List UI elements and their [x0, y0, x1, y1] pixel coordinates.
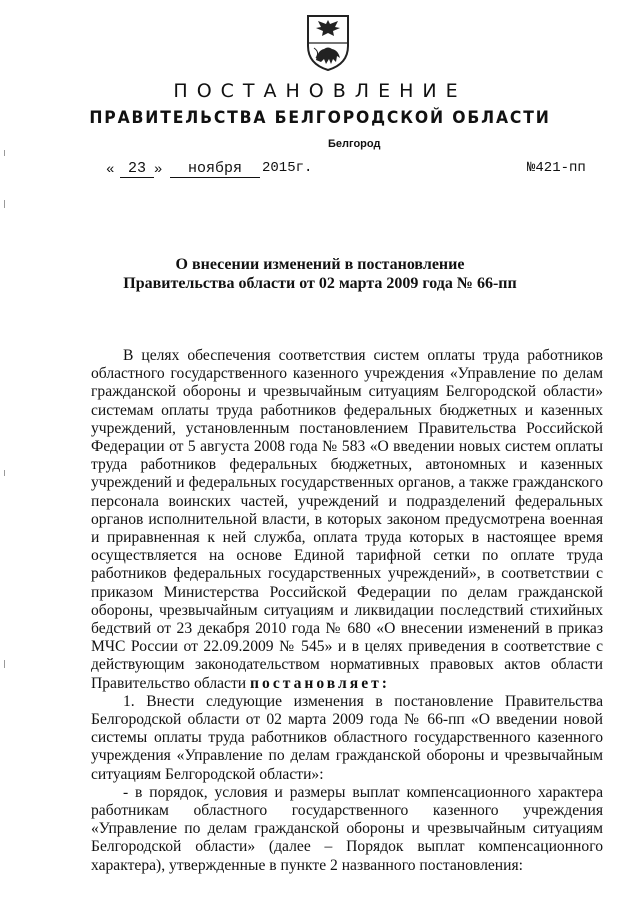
preamble-text: В целях обеспечения соответствия систем оплаты труда работников областного государственного казенного учреждения «Управление по делам гражданской обороны и чрезвычайным ситуациям Белгородской области» системам оплаты труда работников федеральных бюджетных и казенных учреждений, установленным постановлением Правительства Российской Федерации от 5 августа 2008 года № 583 «О введении новых систем оплаты труда работников федеральных бюджетных, автономных и казенных учреждений и федеральных государственных органов, а также гражданского персонала воинских частей, учреждений и подразделений федеральных органов исполнительной власти, в которых законом предусмотрена военная и приравненная к ней служба, оплата труда которых в настоящее время осуществляется на основе Единой тарифной сетки по оплате труда работников федеральных государственных учреждений», в соответствии с приказом Министерства Российской Федерации по делам гражданской обороны, чрезвычайным ситуациям и ликвидации последствий стихийных бедствий от 23 декабря 2010 года № 680 «О внесении изменений в приказ МЧС России от 22.09.2009 № 545» и в целях приведения в соответствие с действующим законодательством нормативных правовых актов области Правительство области — [91, 347, 603, 692]
belgorod-coat-of-arms-icon — [304, 12, 352, 72]
issuing-authority: ПРАВИТЕЛЬСТВА БЕЛГОРОДСКОЙ ОБЛАСТИ — [89, 108, 551, 128]
scan-mark — [4, 660, 5, 668]
preamble-paragraph — [91, 347, 603, 693]
scan-mark — [4, 200, 5, 208]
document-heading — [0, 255, 640, 293]
clause-1-paragraph: 1. Внести следующие изменения в постановление Правительства Белгородской области от 02 марта 2009 года № 66-пп «О введении новой системы оплаты труда работников областного государственного казенного учреждения «Управление по делам гражданской обороны и чрезвычайным ситуациям Белгородской области»: — [91, 692, 603, 783]
scan-mark — [4, 470, 5, 476]
date-close-quote: » — [154, 162, 163, 178]
document-type-title: ПОСТАНОВЛЕНИЕ — [173, 80, 467, 102]
document-number: №421-пп — [527, 160, 586, 176]
heading-line-1: О внесении изменений в постановление — [175, 256, 465, 273]
clause-1-item-paragraph: - в порядок, условия и размеры выплат компенсационного характера работникам областного государственного казенного учреждения «Управление по делам гражданской обороны и чрезвычайным ситуациям Белгородской области» (далее – Порядок выплат компенсационного характера), утвержденные в пункте 2 названного постановления: — [91, 783, 603, 874]
heading-line-2: Правительства области от 02 марта 2009 года № 66-пп — [123, 275, 517, 292]
date-day: 23 — [120, 160, 154, 178]
resolves-word: постановляет: — [250, 674, 390, 692]
date-year: 2015г. — [262, 160, 313, 176]
date-open-quote: « — [106, 162, 115, 178]
city-label: Белгород — [328, 138, 381, 150]
scan-mark — [4, 150, 5, 156]
document-body — [91, 347, 603, 875]
date-month: ноября — [170, 160, 260, 178]
